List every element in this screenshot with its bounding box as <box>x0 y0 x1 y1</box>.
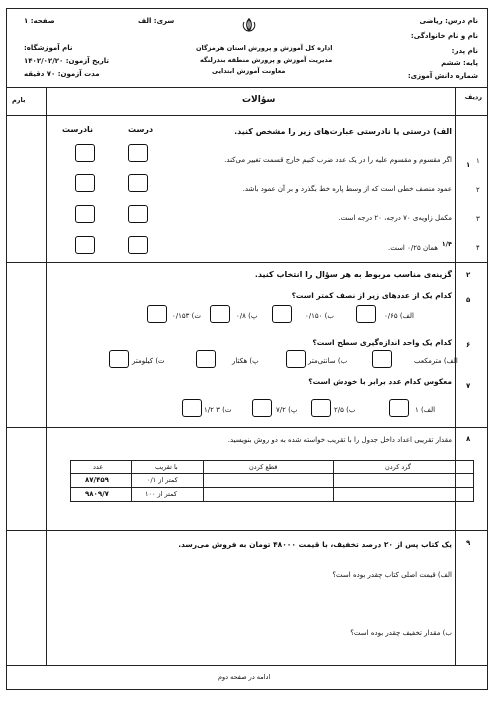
q7-option-b: ب) ۲/۵ <box>334 406 356 414</box>
row-column-header: ردیف <box>464 93 482 101</box>
series-label: سری: الف <box>138 17 175 25</box>
name-family-label: نام و نام خانوادگی: <box>410 32 478 40</box>
table-header-number: عدد <box>93 463 104 471</box>
q7-option-d: ت) ۳ ۱/۲ <box>204 406 232 414</box>
q7-option-a-box[interactable] <box>389 399 409 417</box>
q6-option-a: الف) مترمکعب <box>414 357 458 365</box>
q5-option-c-box[interactable] <box>210 305 230 323</box>
course-label: نام درس: ریاضی <box>419 17 478 25</box>
q1-item-3: مکمل زاویه‌ی ۷۰ درجه، ۲۰ درجه است. <box>338 214 452 222</box>
school-name-label: نام آموزشگاه: <box>24 44 73 52</box>
q6-option-b: ب) سانتی‌متر <box>308 357 348 365</box>
rounding-table <box>70 460 474 502</box>
score-column-header: بارم <box>12 96 26 104</box>
exam-duration: مدت آزمون: ۷۰ دقیقه <box>24 70 100 78</box>
q5-question: کدام یک از عددهای زیر از نصف کمتر است؟ <box>291 291 452 300</box>
q1-item-4-false-checkbox[interactable] <box>75 236 95 254</box>
q5-option-b-box[interactable] <box>272 305 292 323</box>
q5-option-b: ب) ۰/۱۵۰ <box>305 312 334 320</box>
office-line3: معاونت آموزش ابتدایی <box>212 67 286 75</box>
grade-label: پایه: ششم <box>441 59 478 67</box>
q1-item-2-false-checkbox[interactable] <box>75 174 95 192</box>
q1-item-1-false-checkbox[interactable] <box>75 144 95 162</box>
q1-title: الف) درستی یا نادرستی عبارت‌های زیر را مشخص کنید. <box>234 127 452 136</box>
q1-item-4: همان ۰/۲۵ است. <box>387 244 438 252</box>
q1-item-1: اگر مقسوم و مقسوم علیه را در یک عدد ضرب کنیم خارج قسمت تغییر می‌کند. <box>224 156 452 164</box>
header-divider <box>6 87 488 88</box>
q9-number: ۹ <box>466 539 471 547</box>
student-number-label: شماره دانش آموزی: <box>407 72 478 80</box>
q6-option-d-box[interactable] <box>109 350 129 368</box>
q6-option-c: پ) هکتار <box>232 357 259 365</box>
table-header-round: گرد کردن <box>385 463 411 471</box>
office-line2: مدیریت آموزش و پرورش منطقه بندرلنگه <box>200 56 333 64</box>
q6-option-c-box[interactable] <box>196 350 216 368</box>
score-column-line <box>46 87 47 665</box>
q1-item-4-fraction: ۱/۴ <box>441 240 452 248</box>
q5-number: ۵ <box>466 296 471 304</box>
q2-title: گزینه‌ی مناسب مربوط به هر سؤال را انتخاب کنید. <box>254 270 452 279</box>
q5-option-d-box[interactable] <box>147 305 167 323</box>
q1-divider <box>6 262 488 263</box>
q2-divider <box>6 427 488 428</box>
table-header-truncate: قطع کردن <box>249 463 278 471</box>
q5-option-a: الف) ۰/۶۵ <box>384 312 414 320</box>
q7-option-d-box[interactable] <box>182 399 202 417</box>
q7-option-b-box[interactable] <box>311 399 331 417</box>
q1-number: ۱ <box>466 161 471 169</box>
table-header-approx: با تقریب <box>155 463 178 471</box>
q1-false-header: نادرست <box>62 125 94 134</box>
q7-option-c: پ) ۷/۲ <box>276 406 298 414</box>
q1-item-3-false-checkbox[interactable] <box>75 205 95 223</box>
q1-item-1-number: ۱ <box>476 157 480 165</box>
q1-item-3-number: ۳ <box>476 215 480 223</box>
q2-number: ۲ <box>466 271 471 279</box>
office-line1: اداره کل آموزش و پرورش استان هرمزگان <box>196 44 333 52</box>
page-frame <box>6 8 488 690</box>
q7-option-a: الف) ۱ <box>415 406 436 414</box>
questions-column-header: سؤالات <box>242 95 276 105</box>
page-number: صفحه: ۱ <box>24 17 55 25</box>
iran-emblem-icon <box>241 18 257 32</box>
q1-item-2-number: ۲ <box>476 186 480 194</box>
footer-divider <box>6 665 488 666</box>
q6-option-a-box[interactable] <box>372 350 392 368</box>
q8-number: ۸ <box>466 435 471 443</box>
continue-note: ادامه در صفحه دوم <box>218 673 271 681</box>
q1-item-4-true-checkbox[interactable] <box>128 236 148 254</box>
row-column-line <box>455 87 456 665</box>
q7-question: معکوس کدام عدد برابر با خودش است؟ <box>308 377 452 386</box>
q7-option-c-box[interactable] <box>252 399 272 417</box>
q1-item-1-true-checkbox[interactable] <box>128 144 148 162</box>
q1-item-2: عمود منصف خطی است که از وسط پاره خط بگذرد و بر آن عمود باشد. <box>242 185 452 193</box>
q9-text: یک کتاب پس از ۲۰ درصد تخفیف، با قیمت ۴۸۰۰۰ تومان به فروش می‌رسد. <box>178 540 452 549</box>
table-cell-approx: کمتر از ۱۰۰ <box>145 490 177 498</box>
q5-option-a-box[interactable] <box>356 305 376 323</box>
q1-item-3-true-checkbox[interactable] <box>128 205 148 223</box>
table-cell-approx: کمتر از ۰/۱ <box>147 476 178 484</box>
q1-true-header: درست <box>128 125 154 134</box>
q9-part-b: ب) مقدار تخفیف چقدر بوده است؟ <box>350 629 452 637</box>
table-cell-number: ۸۷/۴۵۹ <box>85 476 109 484</box>
q1-item-2-true-checkbox[interactable] <box>128 174 148 192</box>
q6-option-d: ت) کیلومتر <box>132 357 165 365</box>
q8-text: مقدار تقریبی اعداد داخل جدول را با تقریب خواسته شده به دو روش بنویسید. <box>227 436 452 444</box>
q6-option-b-box[interactable] <box>286 350 306 368</box>
q7-number: ۷ <box>466 382 471 390</box>
q6-question: کدام یک واحد اندازه‌گیری سطح است؟ <box>312 338 452 347</box>
table-cell-number: ۹۸۰۹/۷ <box>85 490 109 498</box>
q5-option-d: ت) ۰/۱۵۳ <box>172 312 201 320</box>
q1-item-4-number: ۴ <box>476 244 480 252</box>
exam-date: تاریخ آزمون: ۱۴۰۲/۰۲/۲۰ <box>24 57 110 65</box>
q9-part-a: الف) قیمت اصلی کتاب چقدر بوده است؟ <box>332 571 452 579</box>
q5-option-c: پ) ۰/۸ <box>236 312 258 320</box>
q8-divider <box>6 530 488 531</box>
q6-number: ۶ <box>466 341 471 349</box>
columns-divider <box>6 115 488 116</box>
father-name-label: نام پدر: <box>451 47 478 55</box>
